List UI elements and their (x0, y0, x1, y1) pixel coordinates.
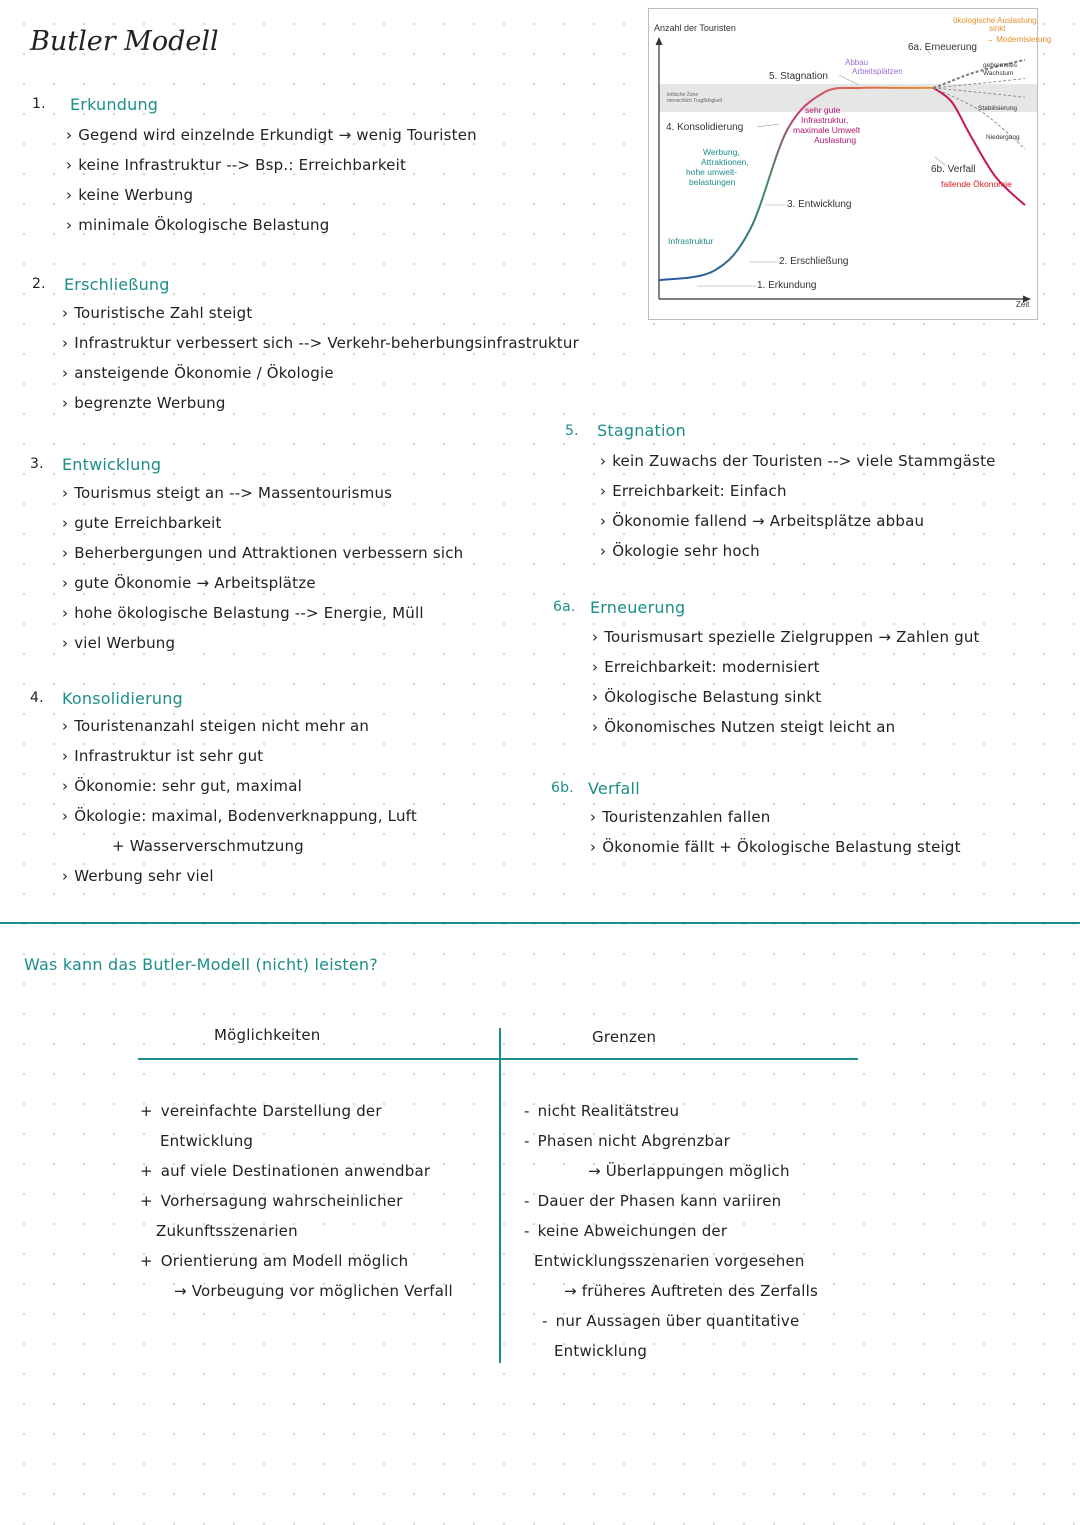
phase-6a-number: 6a. (553, 599, 576, 615)
list-item: Entwicklungsszenarien vorgesehen (534, 1252, 805, 1270)
list-item: › minimale Ökologische Belastung (66, 210, 477, 240)
phase-3-number: 3. (30, 456, 44, 472)
list-item: › Touristenanzahl steigen nicht mehr an (62, 711, 417, 741)
list-item: › keine Werbung (66, 180, 477, 210)
phase-5-number: 5. (565, 423, 579, 439)
annotation-orange: sinkt (989, 24, 1006, 33)
phase-1-list (66, 120, 477, 240)
table-column-line (499, 1028, 501, 1363)
label-niedergang: Niedergang (986, 134, 1020, 141)
list-item: › Ökonomie fällt + Ökologische Belastung steigt (590, 832, 961, 862)
phase-2-number: 2. (32, 276, 46, 292)
list-item: + vereinfachte Darstellung der (140, 1096, 453, 1126)
list-item: › Touristenzahlen fallen (590, 802, 961, 832)
list-item: - nur Aussagen über quantitative (524, 1306, 818, 1336)
annotation-orange: → Modernisierung (986, 35, 1052, 44)
annotation-orange: ökologische Auslastung (953, 16, 1037, 25)
list-item: › Werbung sehr viel (62, 861, 417, 891)
table-right-header: Grenzen (592, 1028, 657, 1046)
list-item: › Tourismusart spezielle Zielgruppen → Zahlen gut (592, 622, 980, 652)
table-header-line (138, 1058, 858, 1060)
list-item: › Gegend wird einzelnde Erkundigt → wenig Touristen (66, 120, 477, 150)
list-item: › gute Ökonomie → Arbeitsplätze (62, 568, 463, 598)
annotation-purple: sehr gute (805, 105, 841, 115)
phase-1-number: 1. (32, 96, 46, 112)
table-left-header: Möglichkeiten (214, 1026, 321, 1044)
list-item: › gute Erreichbarkeit (62, 508, 463, 538)
annotation-teal: Attraktionen, (701, 157, 749, 167)
annotation-purple: Infrastruktur, (801, 115, 849, 125)
label-stagnation: 5. Stagnation (769, 71, 828, 82)
list-item: - Dauer der Phasen kann variiren (524, 1186, 818, 1216)
list-item: › Erreichbarkeit: Einfach (600, 476, 996, 506)
annotation-teal: Infrastruktur (668, 236, 714, 246)
butler-model-chart (648, 8, 1052, 320)
label-erschliessung: 2. Erschließung (779, 256, 849, 267)
possibilities-list (140, 1096, 453, 1306)
list-item: › viel Werbung (62, 628, 463, 658)
list-item: › ansteigende Ökonomie / Ökologie (62, 358, 579, 388)
label-stabilisierung: Stabilisierung (978, 105, 1018, 112)
list-item: + auf viele Destinationen anwendbar (140, 1156, 453, 1186)
list-item: › Ökonomie: sehr gut, maximal (62, 771, 417, 801)
list-item: › Ökologie: maximal, Bodenverknappung, Luft (62, 801, 417, 831)
phase-5-heading: Stagnation (597, 421, 686, 440)
list-item: › begrenzte Werbung (62, 388, 579, 418)
annotation-teal: Werbung, (703, 147, 740, 157)
page-title: Butler Modell (30, 26, 219, 57)
list-item: › Ökologische Belastung sinkt (592, 682, 980, 712)
phase-4-heading: Konsolidierung (62, 689, 183, 708)
annotation-teal: hohe umwelt- (686, 167, 738, 177)
phase-2-list (62, 298, 579, 418)
phase-2-heading: Erschließung (64, 275, 170, 294)
list-item: › kein Zuwachs der Touristen --> viele Stammgäste (600, 446, 996, 476)
phase-6b-heading: Verfall (588, 779, 640, 798)
band-label-1: kritische Zone (667, 92, 699, 98)
phase-6a-heading: Erneuerung (590, 598, 686, 617)
list-item: + Orientierung am Modell möglich (140, 1246, 453, 1276)
annotation-teal: belastungen (689, 177, 736, 187)
label-konsolidierung: 4. Konsolidierung (666, 122, 744, 133)
chart-svg (649, 9, 1052, 321)
leader-line (757, 124, 779, 127)
annotation-purple: Auslastung (814, 135, 857, 145)
phase-1-heading: Erkundung (70, 95, 159, 114)
list-item: → früheres Auftreten des Zerfalls (564, 1282, 819, 1300)
list-item: › Touristische Zahl steigt (62, 298, 579, 328)
question-heading: Was kann das Butler-Modell (nicht) leisten? (24, 955, 378, 974)
y-axis-arrow-icon (656, 37, 663, 45)
section-divider (0, 922, 1080, 924)
leader-line (839, 75, 859, 85)
list-item: Entwicklung (160, 1132, 254, 1150)
list-item: › Tourismus steigt an --> Massentourismus (62, 478, 463, 508)
annotation-lilac: Arbeitsplätzen (852, 67, 903, 76)
phase-3-heading: Entwicklung (62, 455, 162, 474)
phase-6a-list (592, 622, 980, 742)
annotation-red: fallende Ökonomie (941, 179, 1012, 189)
x-axis-label: Zeit (1016, 300, 1030, 309)
list-item: › Infrastruktur ist sehr gut (62, 741, 417, 771)
limits-list (524, 1096, 818, 1366)
annotation-purple: maximale Umwelt (793, 125, 861, 135)
list-item: › Infrastruktur verbessert sich --> Verkehr-beherbungsinfrastruktur (62, 328, 579, 358)
phase-4-list (62, 711, 417, 891)
phase-5-list (600, 446, 996, 566)
list-item: + Wasserverschmutzung (112, 837, 304, 855)
list-item: Zukunftsszenarien (156, 1222, 298, 1240)
y-axis-label: Anzahl der Touristen (654, 23, 736, 33)
list-item: › Beherbergungen und Attraktionen verbessern sich (62, 538, 463, 568)
band-label-2: menschlich Tragfähigkeit (667, 98, 723, 104)
list-item: → Überlappungen möglich (588, 1162, 790, 1180)
list-item: - keine Abweichungen der (524, 1216, 818, 1246)
label-erneuerung: 6a. Erneuerung (908, 42, 977, 53)
list-item: - nicht Realitätstreu (524, 1096, 818, 1126)
phase-6b-list (590, 802, 961, 862)
label-wachstum: Wachstum (983, 70, 1014, 77)
list-item: › Erreichbarkeit: modernisiert (592, 652, 980, 682)
list-item: - Phasen nicht Abgrenzbar (524, 1126, 818, 1156)
label-gebremstes: gebremstes (983, 62, 1017, 69)
label-entwicklung: 3. Entwicklung (787, 199, 852, 210)
list-item: › Ökonomie fallend → Arbeitsplätze abbau (600, 506, 996, 536)
list-item: + Vorhersagung wahrscheinlicher (140, 1186, 453, 1216)
list-item: › Ökonomisches Nutzen steigt leicht an (592, 712, 980, 742)
list-item: → Vorbeugung vor möglichen Verfall (174, 1282, 453, 1300)
list-item: › keine Infrastruktur --> Bsp.: Erreichbarkeit (66, 150, 477, 180)
list-item: › hohe ökologische Belastung --> Energie, Müll (62, 598, 463, 628)
annotation-lilac: Abbau (845, 58, 869, 67)
phase-4-number: 4. (30, 690, 44, 706)
phase-6b-number: 6b. (551, 780, 574, 796)
label-verfall: 6b. Verfall (931, 164, 976, 175)
label-erkundung: 1. Erkundung (757, 280, 817, 291)
list-item: › Ökologie sehr hoch (600, 536, 996, 566)
list-item: Entwicklung (554, 1342, 648, 1360)
phase-3-list (62, 478, 463, 658)
